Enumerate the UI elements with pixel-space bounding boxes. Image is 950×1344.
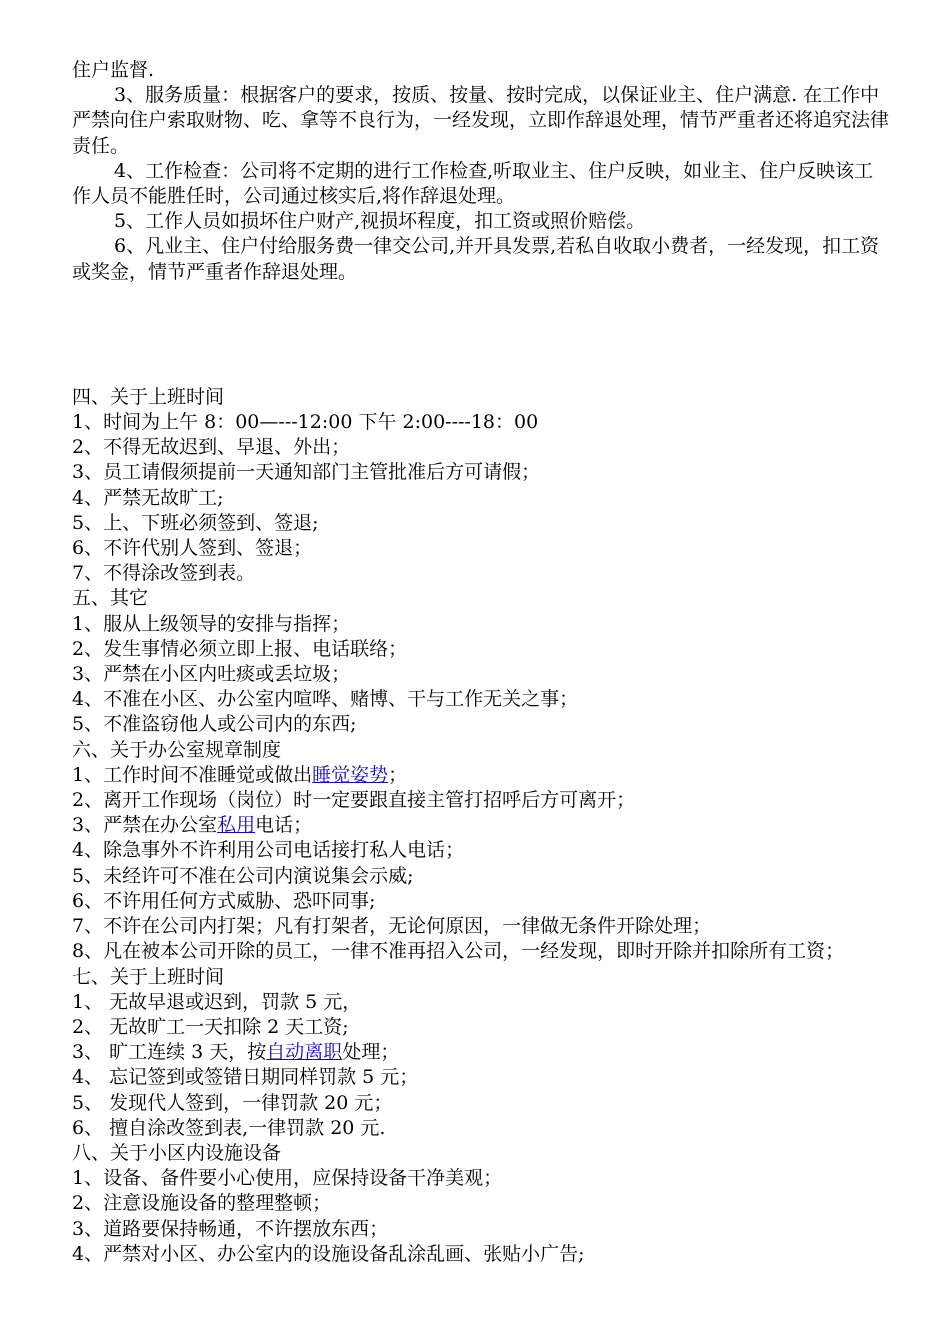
list-item: 2、离开工作现场（岗位）时一定要跟直接主管打招呼后方可离开； (72, 789, 636, 812)
list-item: 3、道路要保持畅通，不许摆放东西； (72, 1217, 389, 1240)
blank-space (72, 285, 892, 385)
list-item: 3、员工请假须提前一天通知部门主管批准后方可请假； (72, 461, 541, 484)
list-item: 5、 发现代人签到，一律罚款 20 元； (72, 1091, 393, 1114)
list-item (72, 813, 892, 838)
list-item: 7、不许在公司内打架；凡有打架者，无论何原因，一律做无条件开除处理； (72, 915, 712, 938)
list-item: 1、设备、备件要小心使用，应保持设备干净美观； (72, 1167, 503, 1190)
section-heading-penalties: 七、关于上班时间 (72, 965, 225, 988)
list-item: 7、不得涂改签到表。 (72, 562, 256, 585)
list-item: 5、不准盗窃他人或公司内的东西; (72, 713, 357, 736)
section-heading-other: 五、其它 (72, 587, 149, 610)
list-item: 1、 无故早退或迟到，罚款 5 元， (72, 990, 362, 1013)
list-item (72, 1040, 892, 1065)
list-item: 6、 擅自涂改签到表,一律罚款 20 元. (72, 1116, 386, 1139)
list-item: 5、上、下班必须签到、签退; (72, 511, 319, 534)
list-item: 2、发生事情必须立即上报、电话联络； (72, 637, 408, 660)
list-item-text: 1、工作时间不准睡觉或做出 (72, 763, 313, 786)
list-item-text: 3、 旷工连续 3 天，按 (72, 1041, 267, 1064)
link-automatic-resignation[interactable]: 自动离职 (266, 1041, 343, 1064)
list-item: 6、不许代别人签到、签退； (72, 537, 313, 560)
list-item: 8、凡在被本公司开除的员工，一律不准再招入公司，一经发现，即时开除并扣除所有工资； (72, 940, 845, 963)
rule-service-quality: 3、服务质量：根据客户的要求，按质、按量、按时完成，以保证业主、住户满意. 在工作中严禁向住户索取财物、吃、拿等不良行为，一经发现，立即作辞退处理，情节严重者还将追究法律责任。 (72, 84, 890, 157)
list-item: 1、服从上级领导的安排与指挥； (72, 612, 351, 635)
continued-line: 住户监督. (72, 59, 155, 81)
section-heading-facilities: 八、关于小区内设施设备 (72, 1141, 282, 1164)
list-item: 4、除急事外不许利用公司电话接打私人电话； (72, 839, 465, 862)
list-item (72, 763, 892, 788)
rule-property-damage: 5、工作人员如损坏住户财产,视损坏程度，扣工资或照价赔偿。 (114, 210, 646, 233)
list-item: 4、 忘记签到或签错日期同样罚款 5 元； (72, 1066, 419, 1089)
list-item: 3、严禁在小区内吐痰或丢垃圾； (72, 663, 351, 686)
document-page (72, 58, 892, 1267)
list-item: 2、不得无故迟到、早退、外出； (72, 436, 351, 459)
list-item: 5、未经许可不准在公司内演说集会示威; (72, 864, 414, 887)
link-private-use[interactable]: 私用 (217, 814, 256, 837)
rule-work-inspection: 4、工作检查：公司将不定期的进行工作检查,听取业主、住户反映，如业主、住户反映该工作人员不能胜任时，公司通过核实后,将作辞退处理。 (72, 159, 874, 208)
section-heading-office-rules: 六、关于办公室规章制度 (72, 738, 282, 761)
list-item: 4、严禁无故旷工; (72, 486, 224, 509)
rule-service-fee: 6、凡业主、住户付给服务费一律交公司,并开具发票,若私自收取小费者，一经发现，扣工资或奖金，情节严重者作辞退处理。 (72, 235, 880, 283)
list-item: 4、不准在小区、办公室内喧哗、赌博、干与工作无关之事； (72, 688, 579, 711)
list-item-text: ； (388, 763, 408, 786)
list-item: 6、不许用任何方式威胁、恐吓同事; (72, 889, 376, 912)
list-item: 2、注意设施设备的整理整顿； (72, 1192, 332, 1215)
list-item-text: 3、严禁在办公室 (72, 814, 218, 837)
list-item: 2、 无故旷工一天扣除 2 天工资; (72, 1015, 349, 1038)
list-item: 1、时间为上午 8：00—---12:00 下午 2:00----18：00 (72, 411, 539, 434)
list-item: 4、严禁对小区、办公室内的设施设备乱涂乱画、张贴小广告; (72, 1242, 585, 1265)
list-item-text: 处理； (342, 1041, 400, 1064)
list-item-text: 电话； (255, 814, 313, 837)
section-heading-work-hours: 四、关于上班时间 (72, 385, 225, 408)
link-sleeping-posture[interactable]: 睡觉姿势 (312, 763, 389, 786)
